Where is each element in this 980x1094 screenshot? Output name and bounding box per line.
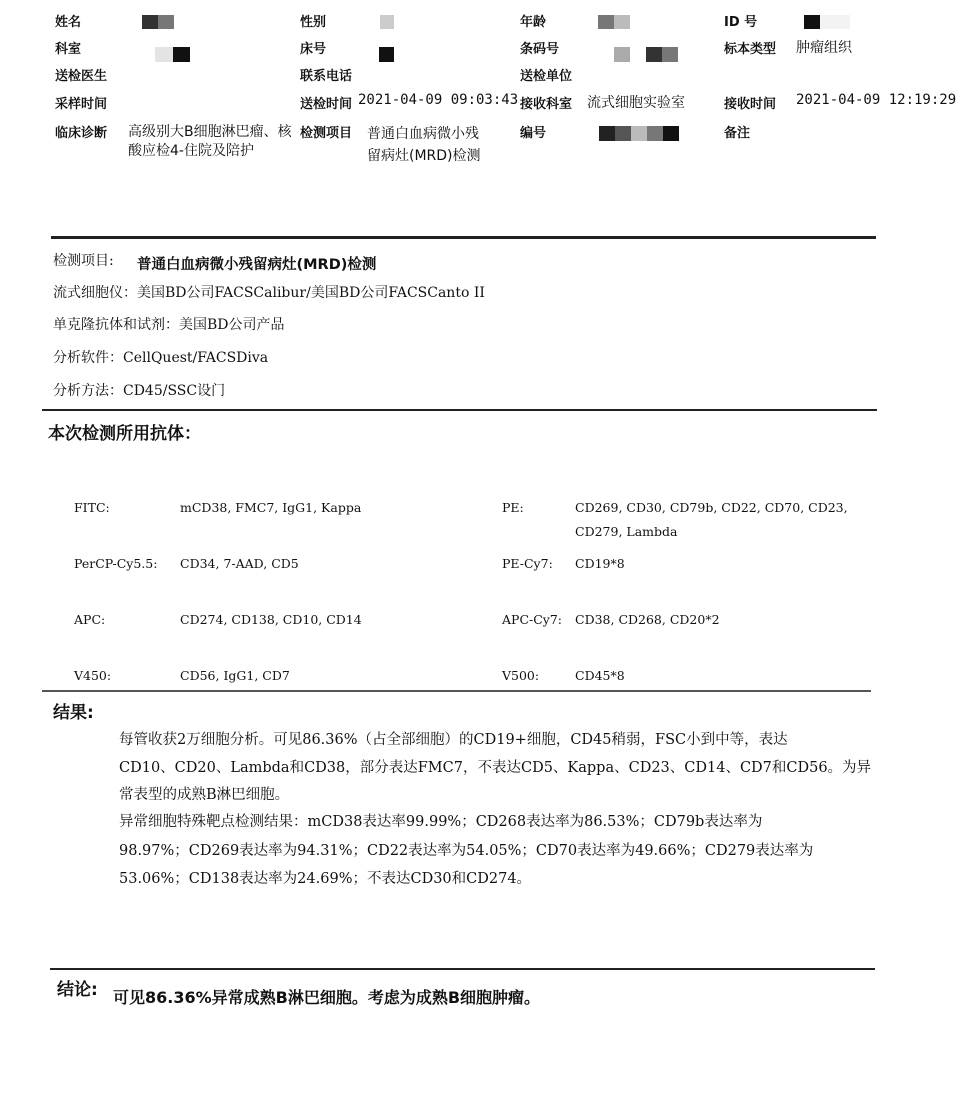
- software-text: 分析软件：CellQuest/FACSDiva: [53, 350, 269, 366]
- number-redaction: [599, 126, 615, 141]
- antibody-value: mCD38, FMC7, IgG1, Kappa: [180, 500, 362, 515]
- method-text: 分析方法：CD45/SSC设门: [53, 383, 226, 399]
- antibody-value: CD269, CD30, CD79b, CD22, CD70, CD23,: [575, 500, 848, 515]
- number-redaction: [647, 126, 663, 141]
- age-redaction: [598, 15, 614, 29]
- antibody-value: CD19*8: [575, 556, 625, 571]
- send-time-value: 2021-04-09 09:03:43: [358, 92, 519, 108]
- number-redaction: [631, 126, 647, 141]
- antibody-value: CD38, CD268, CD20*2: [575, 612, 720, 627]
- number-redaction: [663, 126, 679, 141]
- diagnosis-label: 临床诊断: [55, 126, 108, 141]
- section-divider: [42, 409, 877, 411]
- antibody-value: CD45*8: [575, 668, 625, 683]
- antibody-value: CD34, 7-AAD, CD5: [180, 556, 299, 571]
- name-label: 姓名: [55, 15, 82, 30]
- antibody-label: V450:: [74, 668, 112, 683]
- recv-dept-value: 流式细胞实验室: [587, 95, 685, 111]
- test-item-line2: 留病灶(MRD)检测: [367, 148, 481, 164]
- dept-label: 科室: [55, 42, 82, 57]
- result-line: 常表型的成熟B淋巴细胞。: [119, 787, 290, 803]
- id-label: ID 号: [724, 15, 758, 30]
- result-title: 结果:: [53, 703, 94, 723]
- recv-dept-label: 接收科室: [520, 97, 573, 112]
- bed-redaction: [379, 47, 394, 62]
- method-test-item-label: 检测项目:: [53, 253, 114, 269]
- phone-label: 联系电话: [300, 69, 353, 84]
- section-divider: [50, 968, 875, 970]
- diagnosis-line1: 高级别大B细胞淋巴瘤、核: [128, 124, 292, 140]
- specimen-type-label: 标本类型: [724, 42, 777, 57]
- dept-redaction: [155, 47, 173, 62]
- age-label: 年龄: [520, 15, 547, 30]
- name-redaction: [142, 15, 158, 29]
- remark-label: 备注: [724, 126, 751, 141]
- specimen-type-value: 肿瘤组织: [796, 40, 852, 56]
- antibody-label: PE:: [502, 500, 524, 515]
- antibody-label: V500:: [502, 668, 540, 683]
- antibody-value: CD56, IgG1, CD7: [180, 668, 290, 683]
- conclusion-text: 可见86.36%异常成熟B淋巴细胞。考虑为成熟B细胞肿瘤。: [113, 988, 541, 1007]
- unit-label: 送检单位: [520, 69, 573, 84]
- section-divider: [51, 236, 876, 239]
- method-test-item-value: 普通白血病微小残留病灶(MRD)检测: [137, 257, 377, 273]
- dept-redaction: [173, 47, 190, 62]
- antibody-section-title: 本次检测所用抗体：: [48, 424, 201, 444]
- antibody-value: CD274, CD138, CD10, CD14: [180, 612, 362, 627]
- section-divider: [42, 690, 871, 692]
- result-line: 53.06%；CD138表达率为24.69%；不表达CD30和CD274。: [119, 871, 532, 887]
- sample-time-label: 采样时间: [55, 97, 108, 112]
- cytometer-text: 流式细胞仪：美国BD公司FACSCalibur/美国BD公司FACSCanto II: [53, 285, 485, 301]
- barcode-redaction: [646, 47, 662, 62]
- result-line: CD10、CD20、Lambda和CD38，部分表达FMC7，不表达CD5、Kappa、CD23、CD14、CD7和CD56。为异: [119, 760, 872, 776]
- name-redaction: [158, 15, 174, 29]
- barcode-redaction: [662, 47, 678, 62]
- test-item-label: 检测项目: [300, 126, 353, 141]
- gender-redaction: [380, 15, 394, 29]
- id-redaction: [820, 15, 850, 29]
- result-line: 98.97%；CD269表达率为94.31%；CD22表达率为54.05%；CD70表达率为49.66%；CD279表达率为: [119, 843, 814, 859]
- test-item-line1: 普通白血病微小残: [367, 126, 479, 142]
- result-line: 异常细胞特殊靶点检测结果：mCD38表达率99.99%；CD268表达率为86.53%；CD79b表达率为: [119, 814, 763, 830]
- gender-label: 性别: [300, 15, 327, 30]
- conclusion-label: 结论:: [57, 980, 98, 1000]
- barcode-redaction: [614, 47, 630, 62]
- result-line: 每管收获2万细胞分析。可见86.36%（占全部细胞）的CD19+细胞，CD45稍弱，FSC小到中等，表达: [119, 732, 788, 748]
- id-redaction: [804, 15, 820, 29]
- antibodies-text: 单克隆抗体和试剂：美国BD公司产品: [53, 317, 285, 333]
- barcode-label: 条码号: [520, 42, 560, 57]
- bed-label: 床号: [300, 42, 327, 57]
- antibody-label: APC-Cy7:: [502, 612, 563, 627]
- antibody-label: FITC:: [74, 500, 110, 515]
- antibody-label: PerCP-Cy5.5:: [74, 556, 158, 571]
- recv-time-value: 2021-04-09 12:19:29: [796, 92, 957, 108]
- antibody-value: CD279, Lambda: [575, 524, 678, 539]
- number-redaction: [615, 126, 631, 141]
- age-redaction: [614, 15, 630, 29]
- recv-time-label: 接收时间: [724, 97, 777, 112]
- antibody-label: PE-Cy7:: [502, 556, 553, 571]
- send-time-label: 送检时间: [300, 97, 353, 112]
- antibody-label: APC:: [74, 612, 106, 627]
- diagnosis-line2: 酸应检4-住院及陪护: [128, 143, 254, 159]
- number-label: 编号: [520, 126, 547, 141]
- doctor-label: 送检医生: [55, 69, 108, 84]
